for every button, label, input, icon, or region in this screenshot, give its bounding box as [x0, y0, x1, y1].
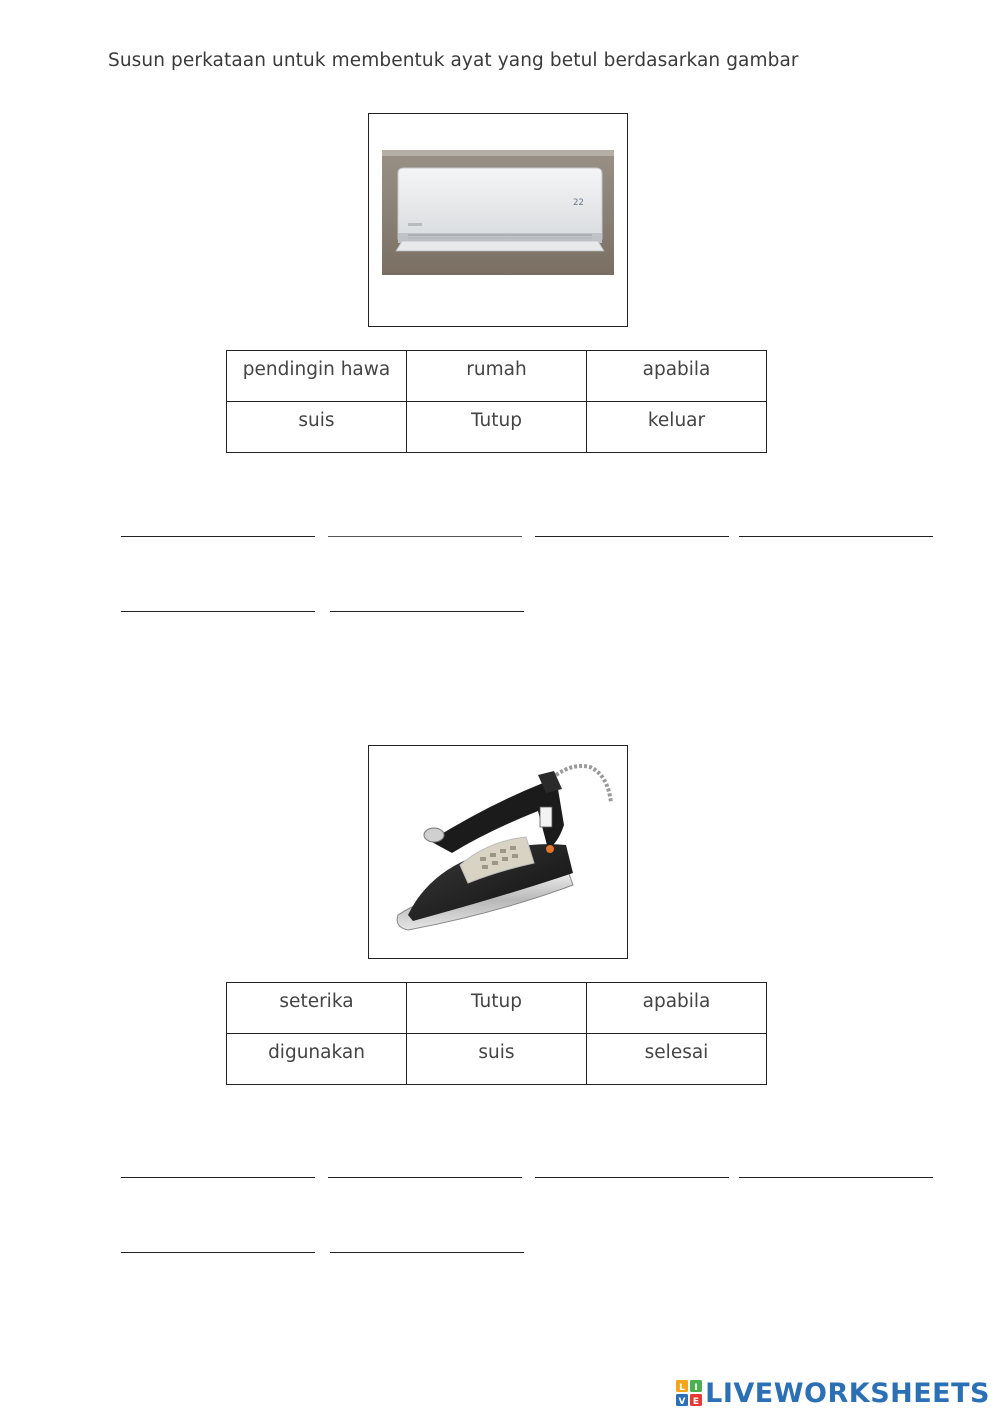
answer-blank-2-5[interactable] — [121, 1252, 315, 1253]
word-tile[interactable]: rumah — [407, 351, 587, 402]
logo-letter: I — [694, 1383, 698, 1393]
answer-blank-2-4[interactable] — [739, 1177, 933, 1178]
picture-frame-1 — [368, 113, 628, 327]
word-tile[interactable]: pendingin hawa — [227, 351, 407, 402]
answer-blank-1-1[interactable] — [121, 536, 315, 537]
word-tile[interactable]: Tutup — [407, 983, 587, 1034]
brand-name: LIVEWORKSHEETS — [705, 1377, 990, 1409]
word-tile[interactable]: apabila — [587, 351, 767, 402]
table-row — [227, 983, 767, 1034]
word-tile[interactable]: digunakan — [227, 1034, 407, 1085]
logo-letter: L — [679, 1383, 686, 1393]
word-tile[interactable]: Tutup — [407, 402, 587, 453]
word-table-2 — [226, 982, 767, 1085]
instruction-text: Susun perkataan untuk membentuk ayat yang betul berdasarkan gambar — [108, 50, 799, 71]
answer-blank-1-2[interactable] — [328, 536, 522, 537]
iron-image — [368, 745, 628, 959]
table-row — [227, 402, 767, 453]
logo-letter: E — [693, 1397, 700, 1406]
liveworksheets-logo-icon — [676, 1380, 702, 1406]
picture-frame-2 — [368, 745, 628, 959]
answer-blank-2-2[interactable] — [328, 1177, 522, 1178]
word-tile[interactable]: apabila — [587, 983, 767, 1034]
logo-letter: V — [678, 1397, 686, 1406]
table-row — [227, 351, 767, 402]
answer-blank-2-6[interactable] — [330, 1252, 524, 1253]
word-tile[interactable]: keluar — [587, 402, 767, 453]
answer-blank-2-1[interactable] — [121, 1177, 315, 1178]
word-tile[interactable]: seterika — [227, 983, 407, 1034]
answer-blank-1-5[interactable] — [121, 611, 315, 612]
liveworksheets-brand — [676, 1376, 990, 1410]
answer-blank-1-6[interactable] — [330, 611, 524, 612]
word-table-1 — [226, 350, 767, 453]
word-tile[interactable]: selesai — [587, 1034, 767, 1085]
word-tile[interactable]: suis — [407, 1034, 587, 1085]
table-row — [227, 1034, 767, 1085]
answer-blank-1-4[interactable] — [739, 536, 933, 537]
answer-blank-2-3[interactable] — [535, 1177, 729, 1178]
air-conditioner-image — [368, 113, 628, 327]
word-tile[interactable]: suis — [227, 402, 407, 453]
answer-blank-1-3[interactable] — [535, 536, 729, 537]
ac-display-readout: 22 — [572, 197, 584, 208]
